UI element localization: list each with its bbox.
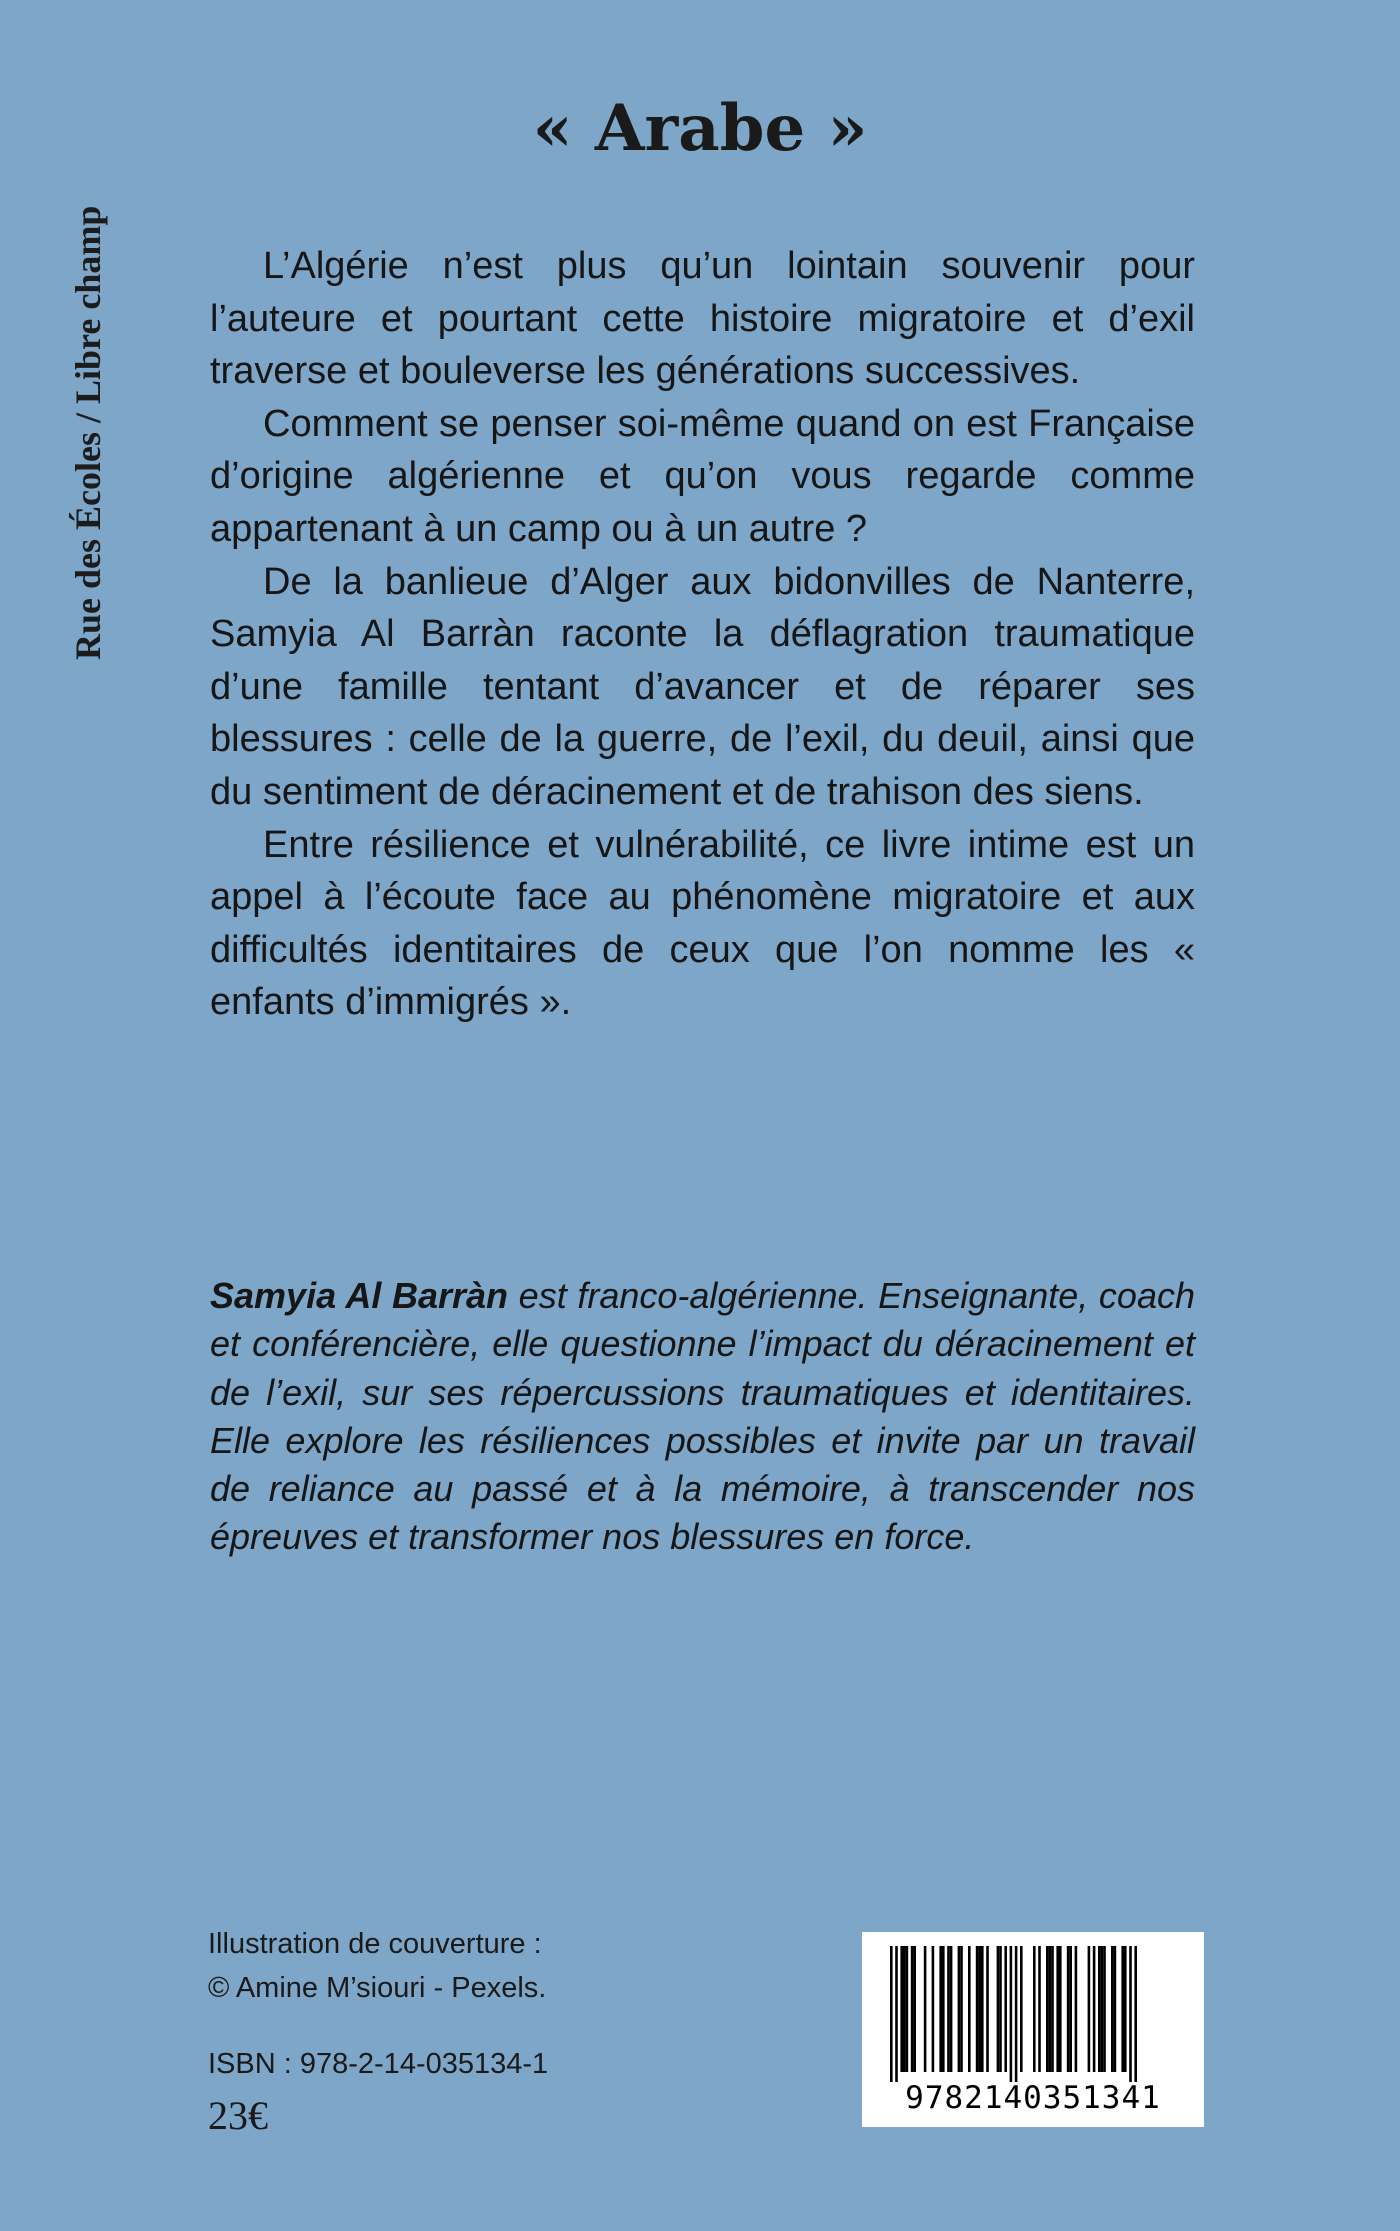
barcode-bar — [911, 1946, 914, 2072]
barcode-bar — [1069, 1946, 1072, 2072]
blurb-paragraph: Entre résilience et vulnérabilité, ce livre intime est un appel à l’écoute face au phénomène migratoire et aux difficultés identitaires de ceux que l’on nomme les « enfants d’immigrés ». — [210, 823, 1195, 1024]
barcode-bar — [1124, 1946, 1127, 2072]
blurb-paragraph: L’Algérie n’est plus qu’un lointain souvenir pour l’auteure et pourtant cette histoire migratoire et d’exil traverse et bouleverse les générations successives. — [210, 245, 1195, 393]
barcode-box — [862, 1932, 1204, 2127]
barcode-bar — [1051, 1946, 1054, 2072]
barcode-bar — [939, 1946, 942, 2072]
barcode-bar — [913, 1946, 916, 2072]
barcode-bar — [947, 1946, 950, 2072]
barcode-bar — [890, 1946, 893, 2082]
barcode-bar — [1049, 1946, 1052, 2072]
barcode-bar — [1004, 1946, 1007, 2072]
price-text: 23€ — [208, 2093, 268, 2138]
barcode-bar — [932, 1946, 935, 2072]
barcode-bar — [1010, 1946, 1013, 2082]
barcode-bar — [906, 1946, 909, 2072]
barcode-bar — [924, 1946, 927, 2072]
barcode-bar — [968, 1946, 971, 2072]
barcode-digits: 9782140351341 — [905, 2080, 1161, 2116]
barcode-bar — [1098, 1946, 1101, 2072]
barcode-bar — [1033, 1946, 1036, 2072]
barcode-bar — [1129, 1946, 1132, 2082]
barcode-bar — [1093, 1946, 1096, 2072]
barcode-bar — [960, 1946, 963, 2072]
barcode-bar — [1134, 1946, 1137, 2082]
barcode-bar — [950, 1946, 953, 2072]
credits-photographer: © Amine M’siouri - Pexels. — [208, 1972, 547, 2004]
barcode-bar — [1103, 1946, 1106, 2072]
barcode-bar — [903, 1946, 906, 2072]
blurb-paragraph: Comment se penser soi-même quand on est Française d’origine algérienne et qu’on vous regarde comme appartenant à un camp ou à un autre ? — [210, 402, 1195, 550]
barcode-bar — [978, 1946, 981, 2072]
blurb-text — [210, 240, 1195, 1029]
cover-credits — [208, 1922, 546, 2010]
barcode-bar — [1059, 1946, 1062, 2072]
barcode-bar — [1111, 1946, 1114, 2072]
author-bio — [210, 1272, 1195, 1562]
author-name: Samyia Al Barràn — [210, 1275, 509, 1316]
barcode-bar — [1015, 1946, 1018, 2082]
barcode-bar — [900, 1946, 903, 2072]
book-title: « Arabe » — [532, 91, 868, 166]
barcode-bar — [942, 1946, 945, 2072]
barcode-bar — [895, 1946, 898, 2082]
barcode-bar — [976, 1946, 979, 2072]
barcode-bar — [1020, 1946, 1023, 2072]
barcode-bar — [1056, 1946, 1059, 2072]
barcode-bar — [981, 1946, 984, 2072]
isbn-text: ISBN : 978-2-14-035134-1 — [208, 2048, 549, 2080]
barcode-bar — [1075, 1946, 1078, 2072]
author-bio-text: est franco-algérienne. Enseignante, coach et conférencière, elle questionne l’impact du déracinement et de l’exil, sur ses répercussions traumatiques et identitaires. Elle explore les résiliences possibles et invite par un travail de reliance au passé et à la mémoire, à transcender nos épreuves et transformer nos blessures en force. — [210, 1275, 1195, 1558]
barcode-bar — [1101, 1946, 1104, 2072]
barcode-bar — [1067, 1946, 1070, 2072]
barcode-bar — [958, 1946, 961, 2072]
spine-series-label: Rue des Écoles / Libre champ — [68, 205, 108, 660]
barcode-bar — [1121, 1946, 1124, 2072]
barcode-bar — [1038, 1946, 1041, 2072]
barcode-bar — [986, 1946, 989, 2072]
barcode-bar — [997, 1946, 1000, 2072]
credits-label: Illustration de couverture : — [208, 1928, 542, 1960]
barcode-bar — [999, 1946, 1002, 2072]
barcode-bar — [1088, 1946, 1091, 2072]
blurb-paragraph: De la banlieue d’Alger aux bidonvilles de Nanterre, Samyia Al Barràn raconte la déflagration traumatique d’une famille tentant d’avancer et de réparer ses blessures : celle de la guerre, de l’exil, du deuil, ainsi que du sentiment de déracinement et de trahison des siens. — [210, 560, 1195, 813]
barcode-icon — [862, 1932, 1204, 2082]
barcode-bar — [1114, 1946, 1117, 2072]
barcode-bar — [1046, 1946, 1049, 2072]
